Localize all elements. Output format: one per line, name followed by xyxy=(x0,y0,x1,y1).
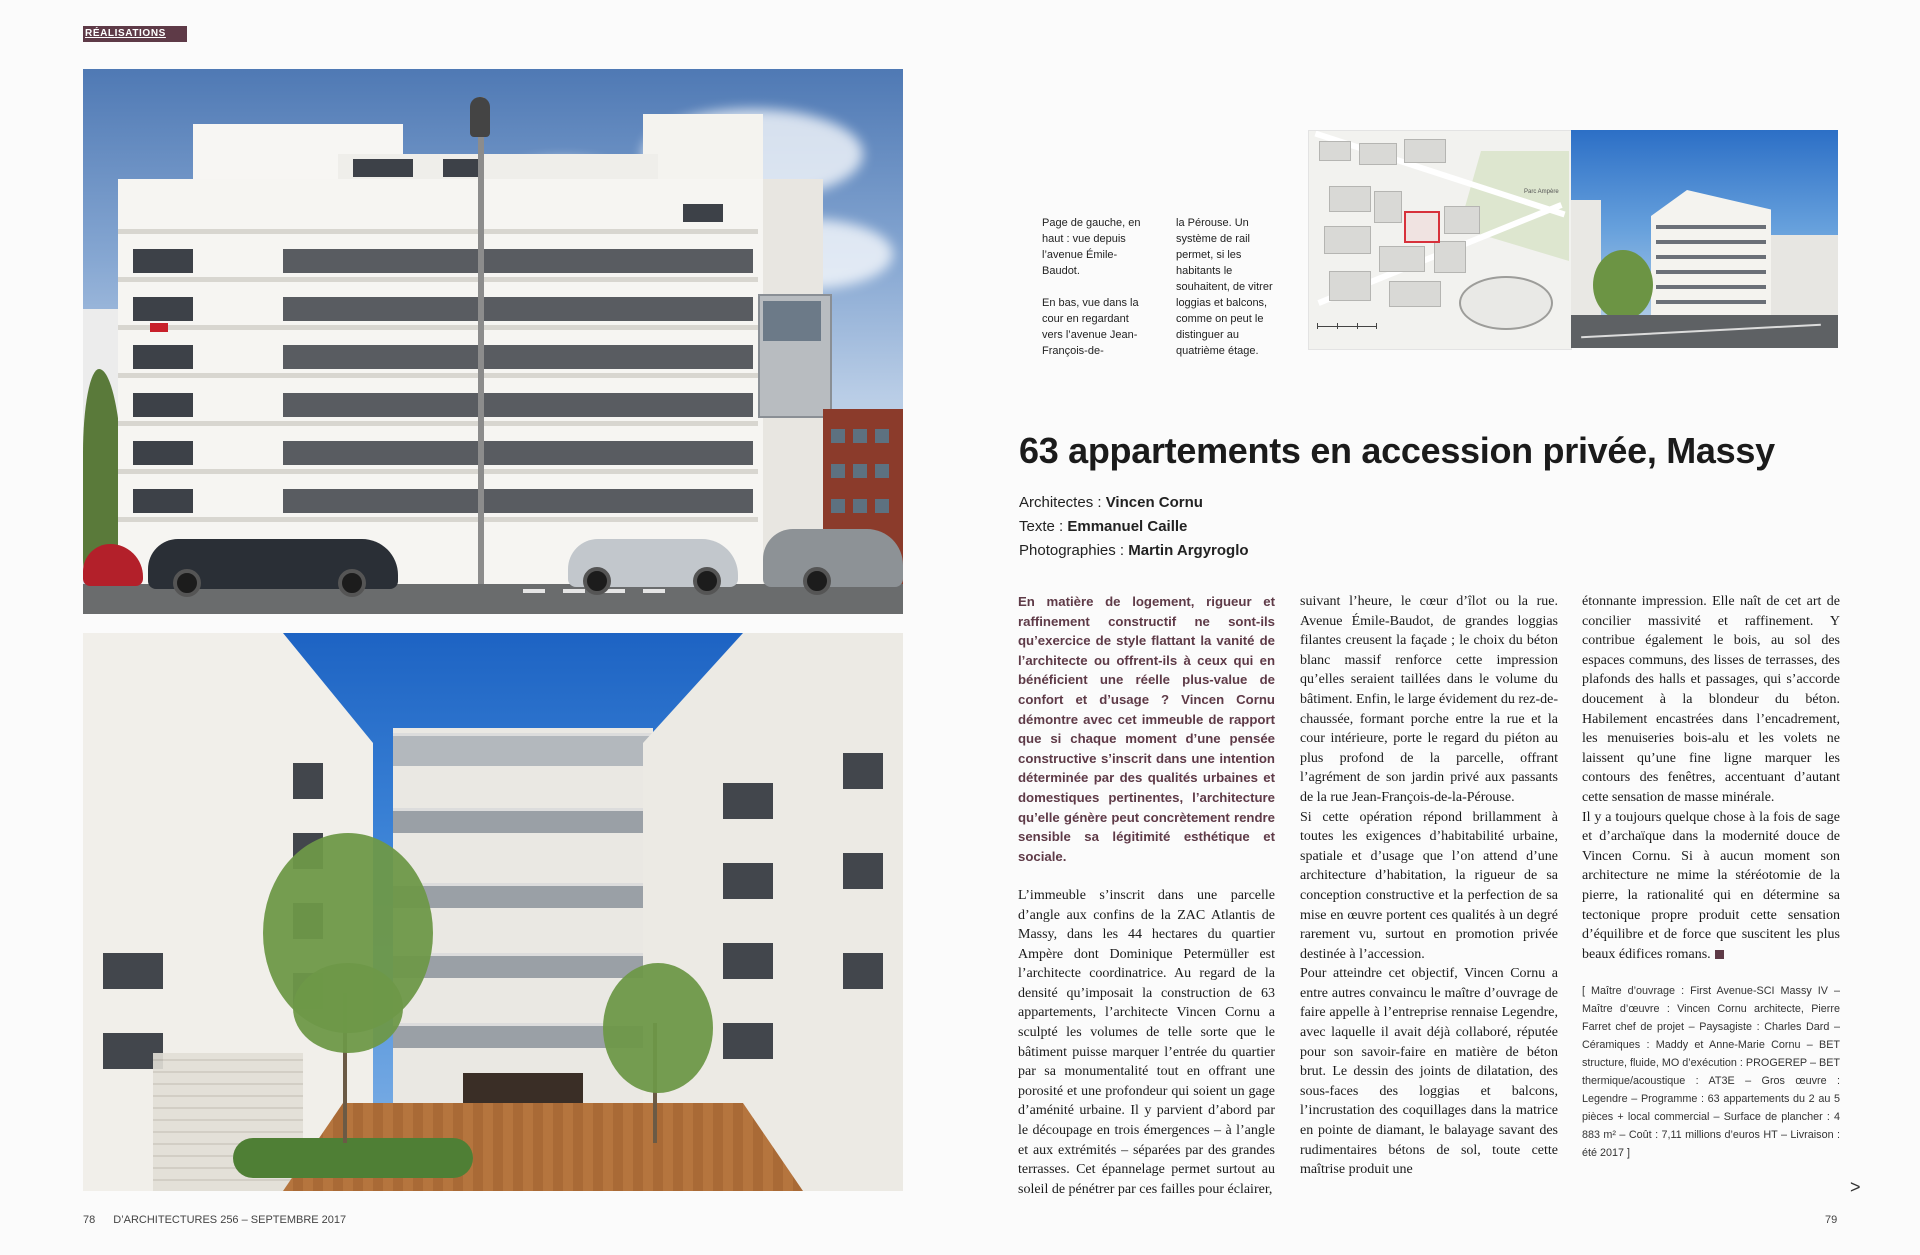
credit-label: Architectes : xyxy=(1019,494,1106,511)
credit-photographs xyxy=(1019,539,1249,563)
article-title: 63 appartements en accession privée, Massy xyxy=(1019,430,1775,471)
end-mark-icon xyxy=(1715,950,1724,959)
article-intro: En matière de logement, rigueur et raffinement constructif ne sont-ils qu’exercice de style flattant la vanité de l’architecte ou offrent-ils à ceux qui en bénéficient une réelle plus-value de confort et d’usage ? Vincen Cornu démontre avec cet immeuble de rapport que si chaque moment d’une pensée constructive s’inscrit dans une intention déterminée par des qualités urbaines et domestiques pertinentes, l’architecture qu’elle génère peut concrètement rendre sensible sa légitimité esthétique et sociale. xyxy=(1018,594,1275,864)
caption-paragraph: En bas, vue dans la cour en regardant vers l’avenue Jean-François-de- xyxy=(1042,297,1139,357)
body-paragraph xyxy=(1582,808,1840,965)
credit-architects xyxy=(1019,491,1249,515)
project-credits-notice: [ Maître d’ouvrage : First Avenue-SCI Massy IV – Maître d’œuvre : Vincen Cornu architecte, Pierre Farret chef de projet – Paysagiste : Charles Dard – Céramiques : Maddy et Anne-Marie Cornu – BET structure, fluide, MO d’exécution : PROGEREP – BET thermique/acoustique : AT3E – Gros œuvre : Legendre – Programme : 63 appartements du 2 au 5 pièces + local commercial – Surface de plancher : 4 883 m² – Coût : 7,11 millions d’euros HT – Livraison : été 2017 ] xyxy=(1582,985,1840,1160)
body-paragraph: Si cette opération répond brillamment à toutes les exigences d’habitabilité urbaine, spatiale et d’usage que l’on attend d’une architecture d’habitation, la rigueur de sa conception constructive et la perfection de sa mise en œuvre portent ces qualités à un degré rarement vu, surtout en promotion privée destinée à l’accession. xyxy=(1300,809,1558,962)
page-number-left: 78 xyxy=(83,1214,96,1226)
article-column-3 xyxy=(1582,592,1840,1162)
body-paragraph-text: Il y a toujours quelque chose à la fois de sage et d’archaïque dans la modernité douce de Vincen Cornu. Si à aucun moment son architecture ne mime la stéréotomie de la pierre, la rationalité qui en détermine sa tectonique propre produit cette sensation d’équilibre et de force que suscitent les plus beaux édifices romans. xyxy=(1582,809,1840,962)
credit-value: Emmanuel Caille xyxy=(1067,518,1188,535)
caption-paragraph: la Pérouse. Un système de rail permet, si les habitants le souhaitent, de vitrer loggias et balcons, comme on peut le distinguer au quatrième étage. xyxy=(1176,217,1273,357)
body-paragraph: L’immeuble s’inscrit dans une parcelle d’angle aux confins de la ZAC Atlantis de Massy, dans les 44 hectares du quartier Ampère dont Dominique Petermüller est l’architecte coordinatrice. Au regard de la densité qu’imposait la construction de 63 appartements, l’architecte Vincen Cornu a sculpté les volumes de telle sorte que le bâtiment puisse marquer l’entrée du quartier par sa monumentalité tout en offrant une porosité et une profondeur qui soient un gage d’aménité urbaine. Il y parvient d’abord par le découpage en trois émergences – à l’angle et aux extrémités – séparées par des grandes terrasses. Cet épannelage permet surtout au soleil de pénétrer par ces failles pour éclairer, xyxy=(1018,887,1275,1197)
footer-left xyxy=(83,1214,364,1226)
magazine-issue: D’ARCHITECTURES 256 – SEPTEMBRE 2017 xyxy=(113,1214,347,1226)
credit-label: Photographies : xyxy=(1019,542,1129,559)
photo-caption-col2 xyxy=(1176,215,1286,375)
credit-label: Texte : xyxy=(1019,518,1068,535)
next-page-icon[interactable]: > xyxy=(1850,1177,1861,1197)
photo-facade-street xyxy=(83,69,903,614)
photo-courtyard xyxy=(83,633,903,1191)
credit-text xyxy=(1019,515,1249,539)
site-plan xyxy=(1308,130,1572,350)
page-number-right: 79 xyxy=(1825,1214,1838,1226)
photo-caption-col1 xyxy=(1042,215,1152,375)
article-credits xyxy=(1019,491,1249,563)
credit-value: Vincen Cornu xyxy=(1105,494,1203,511)
article-column-2 xyxy=(1300,592,1558,1180)
photo-street-corner xyxy=(1571,130,1838,348)
plan-label: Parc Ampère xyxy=(1524,189,1559,195)
article-column-1 xyxy=(1018,592,1275,1199)
section-tag: RÉALISATIONS xyxy=(83,26,187,42)
body-paragraph: suivant l’heure, le cœur d’îlot ou la rue. Avenue Émile-Baudot, de grandes loggias filantes creusent la façade ; le choix du béton blanc massif renforce cette impression qu’elles seraient taillées dans le volume du bâtiment. Enfin, le large évidement du rez-de-chaussée, formant porche entre la rue et la cour intérieure, porte le regard du piéton au plus profond de la parcelle, offrant l’agrément de son jardin privé aux passants de la rue Jean-François-de-la-Pérouse. xyxy=(1300,594,1558,805)
caption-paragraph: Page de gauche, en haut : vue depuis l’avenue Émile-Baudot. xyxy=(1042,217,1141,277)
credit-value: Martin Argyroglo xyxy=(1128,542,1249,559)
body-paragraph: étonnante impression. Elle naît de cet art de concilier massivité et raffinement. Y contribue également le bois, au sol des espaces communs, des lisses de terrasses, des plafonds des halls et passages, qui s’accorde doucement à la blondeur du béton. Habilement encastrées dans l’encadrement, les menuiseries bois-alu et les volets ne laissent qu’une fine ligne marquer les contours des fenêtres, accentuant d’autant cette sensation de masse minérale. xyxy=(1582,594,1840,805)
body-paragraph: Pour atteindre cet objectif, Vincen Cornu a entre autres convaincu le maître d’ouvrage de faire appelle à l’entreprise rennaise Legendre, avec laquelle il avait déjà collaboré, réputée pour son savoir-faire en matière de béton brut. Le dessin des joints de dilatation, des sous-faces des loggias et balcons, l’incrustation des coquillages dans la matrice en pointe de diamant, le balayage savant des rudimentaires bétons de sol, toute cette maîtrise produit une xyxy=(1300,966,1558,1178)
